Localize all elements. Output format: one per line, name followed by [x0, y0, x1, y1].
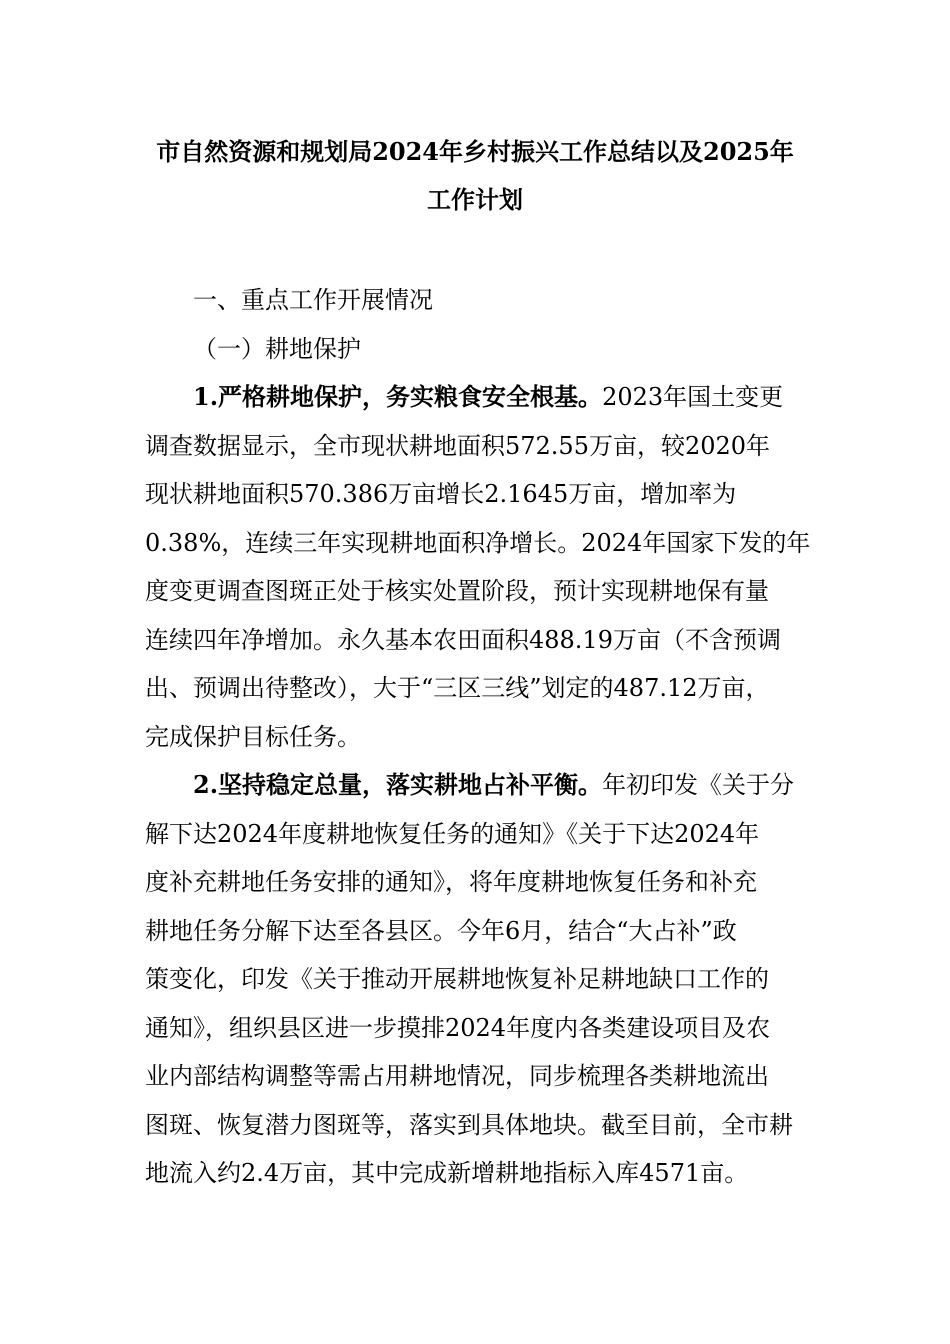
paragraph-1-lead: 1.严格耕地保护，务实粮食安全根基。	[193, 382, 603, 411]
title-line-1: 市自然资源和规划局2024年乡村振兴工作总结以及2025年	[156, 137, 794, 166]
subsection-heading: （一）耕地保护	[193, 334, 361, 363]
paragraph-1	[145, 373, 811, 761]
paragraph-2-line-8: 图斑、恢复潜力图斑等，落实到具体地块。截至目前，全市耕	[145, 1110, 793, 1139]
paragraph-2	[145, 761, 805, 1198]
paragraph-1-line-2: 调查数据显示，全市现状耕地面积572.55万亩，较2020年	[145, 431, 771, 460]
paragraph-2-line-7: 业内部结构调整等需占用耕地情况，同步梳理各类耕地流出	[145, 1062, 769, 1090]
paragraph-1-line-4: 0.38%，连续三年实现耕地面积净增长。2024年国家下发的年	[145, 528, 811, 557]
paragraph-1-line-8: 完成保护目标任务。	[145, 722, 361, 751]
document-title	[130, 128, 820, 224]
paragraph-2-line-9: 地流入约2.4万亩，其中完成新增耕地指标入库4571亩。	[145, 1159, 749, 1187]
paragraph-2-line-3: 度补充耕地任务安排的通知》，将年度耕地恢复任务和补充	[145, 868, 757, 896]
paragraph-1-line-7: 出、预调出待整改），大于“三区三线”划定的487.12万亩，	[145, 674, 770, 702]
paragraph-2-line-4: 耕地任务分解下达至各县区。今年6月，结合“大占补”政	[145, 916, 737, 945]
title-line-2: 工作计划	[427, 185, 523, 214]
paragraph-2-lead: 2.坚持稳定总量，落实耕地占补平衡。	[193, 770, 603, 799]
paragraph-2-line-2: 解下达2024年度耕地恢复任务的通知》《关于下达2024年	[145, 819, 760, 848]
paragraph-1-line-6: 连续四年净增加。永久基本农田面积488.19万亩（不含预调	[145, 625, 781, 654]
paragraph-1-line-5: 度变更调查图斑正处于核实处置阶段，预计实现耕地保有量	[145, 577, 769, 605]
paragraph-1-line-1: 2023年国土变更	[602, 383, 784, 411]
paragraph-2-line-5: 策变化，印发《关于推动开展耕地恢复补足耕地缺口工作的	[145, 965, 769, 993]
paragraph-2-line-6: 通知》，组织县区进一步摸排2024年度内各类建设项目及农	[145, 1013, 771, 1042]
paragraph-2-line-1: 年初印发《关于分	[602, 771, 795, 799]
document-body	[145, 276, 811, 1198]
paragraph-1-line-3: 现状耕地面积570.386万亩增长2.1645万亩，增加率为	[145, 480, 737, 508]
section-heading: 一、重点工作开展情况	[193, 286, 433, 314]
